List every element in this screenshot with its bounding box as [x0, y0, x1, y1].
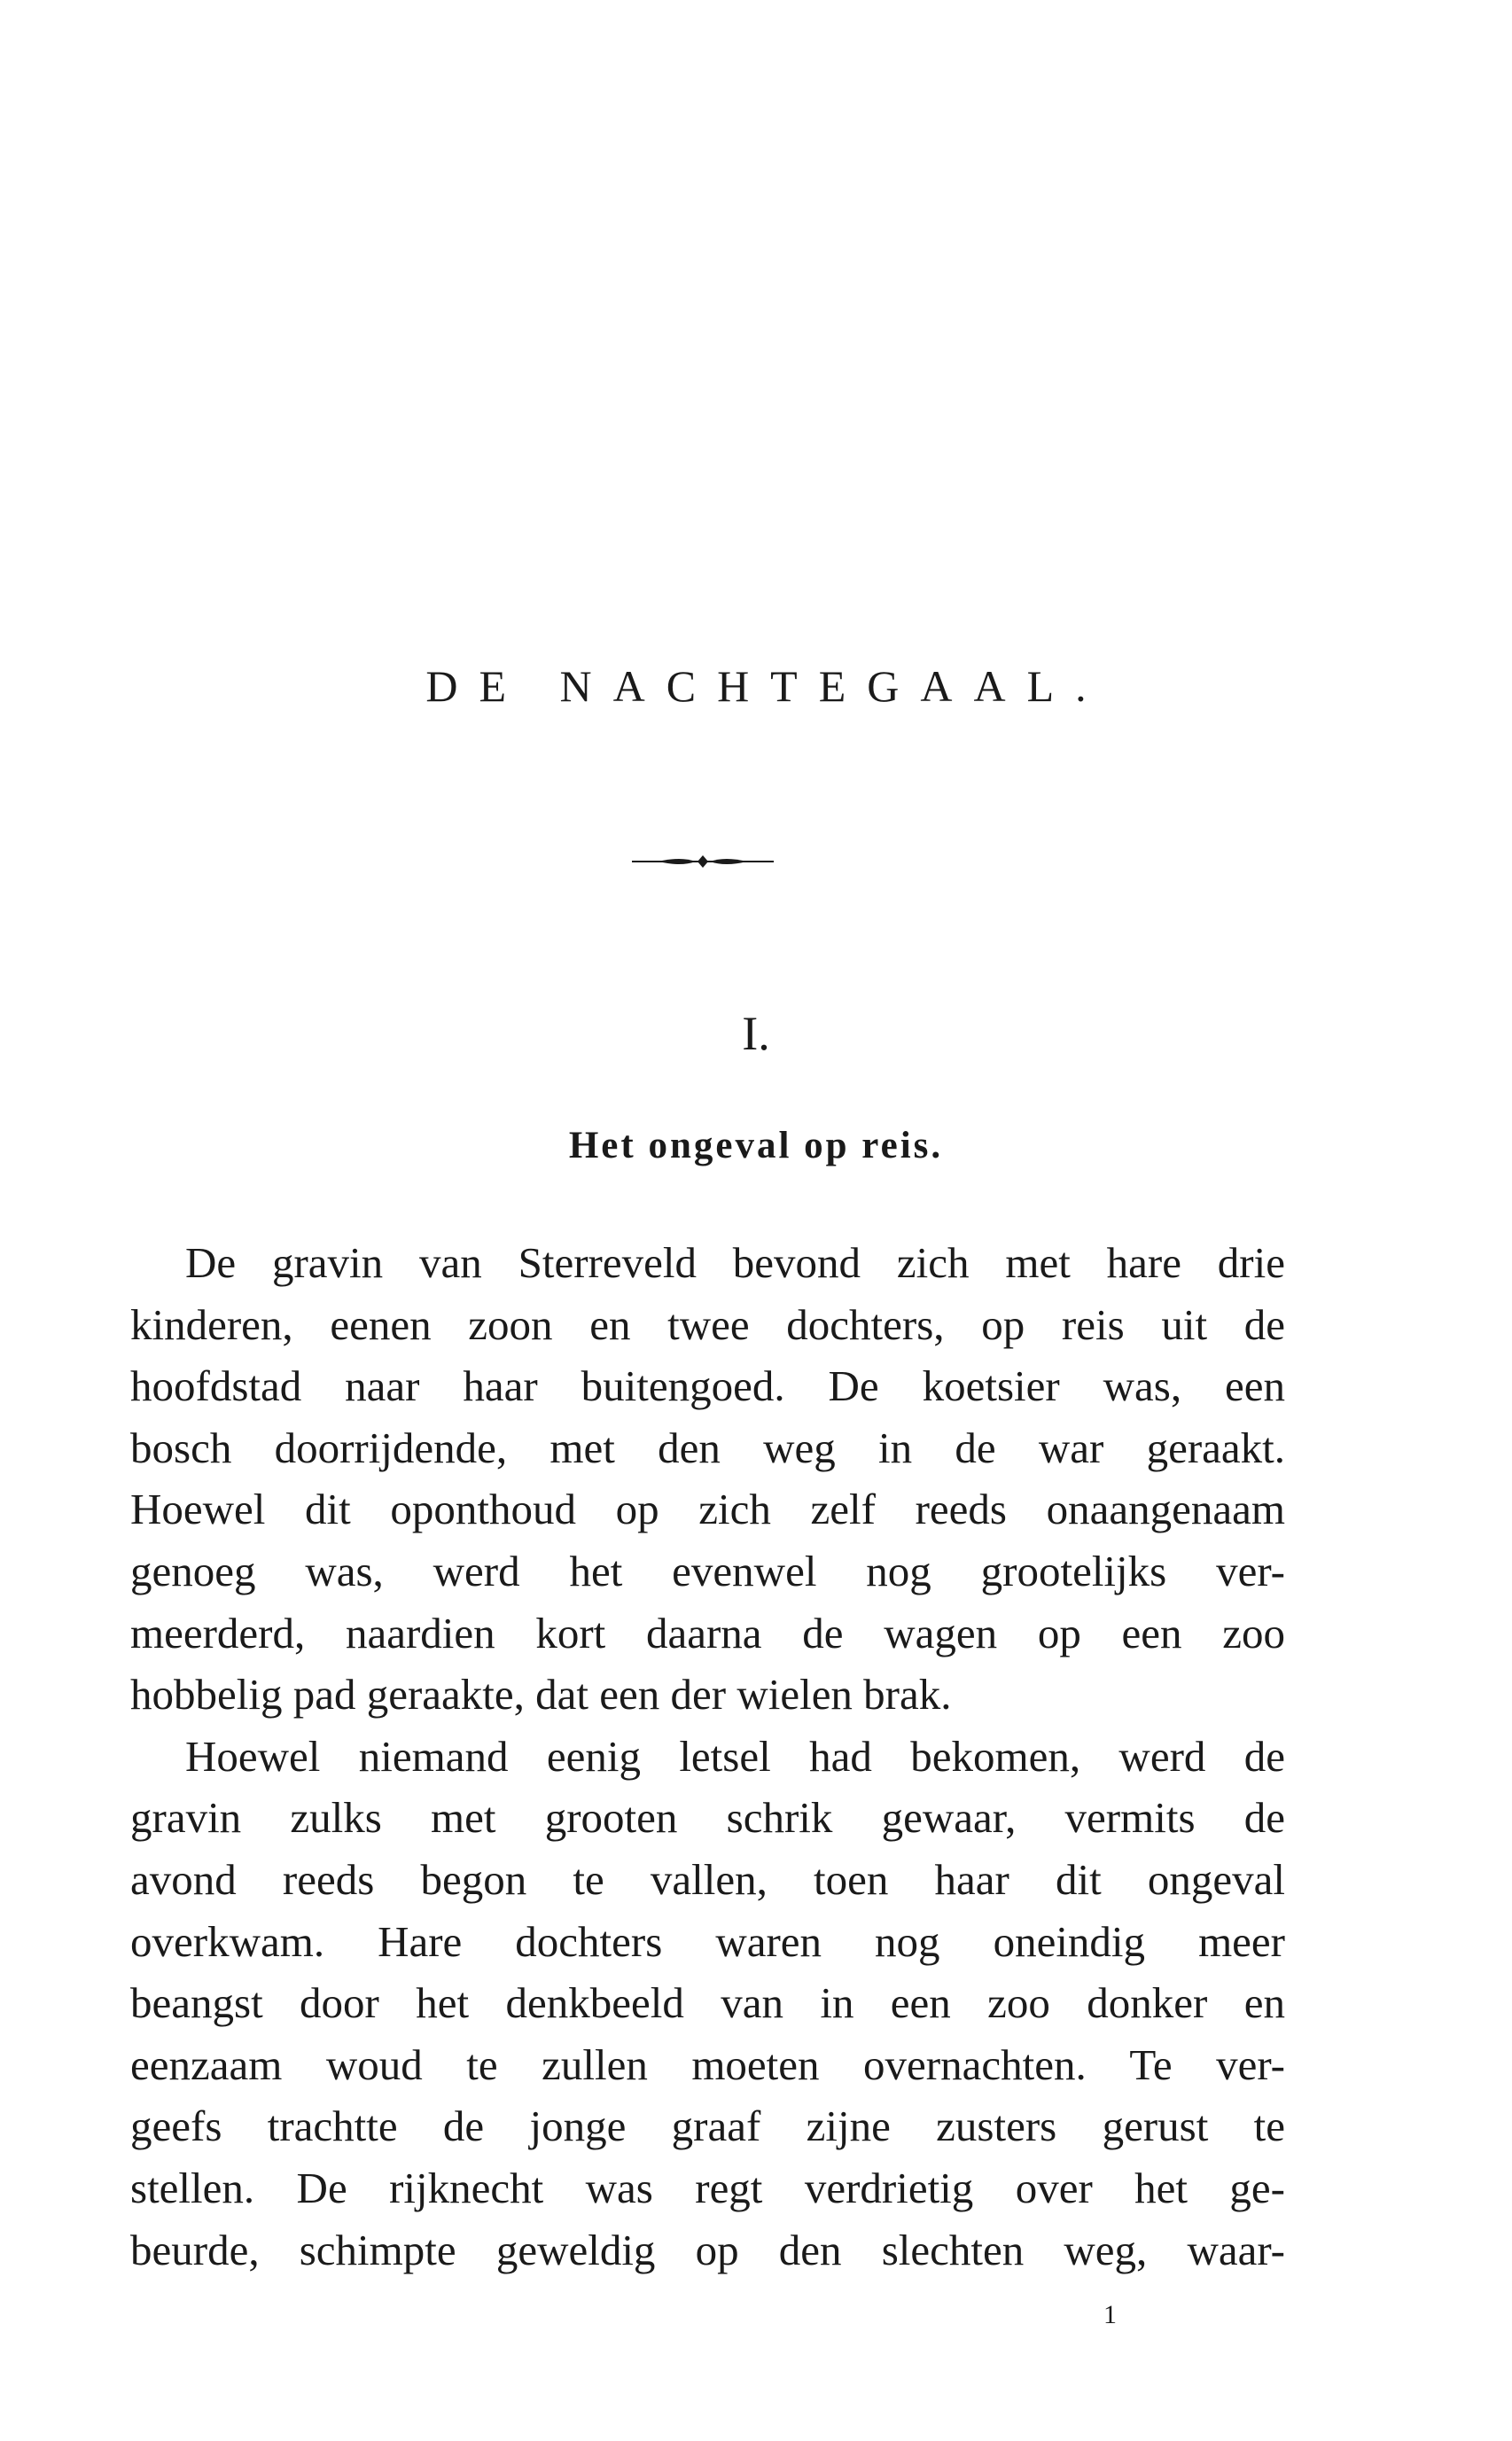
text-line: Hoewel niemand eenig letsel had bekomen, werd de: [185, 1731, 1285, 1781]
ornamental-divider-icon: [632, 851, 774, 872]
text-line: hobbelig pad geraakte, dat een der wielen brak.: [130, 1670, 952, 1720]
text-line: Hoewel dit oponthoud op zich zelf reeds onaangenaam: [130, 1485, 1285, 1534]
text-line: eenzaam woud te zullen moeten overnachten. Te ver-: [130, 2039, 1285, 2089]
text-line: hoofdstad naar haar buitengoed. De koetsier was, een: [130, 1361, 1285, 1411]
page-title: DE NACHTEGAAL.: [425, 661, 1108, 711]
body-text: [130, 1232, 1285, 2281]
text-line: geefs trachtte de jonge graaf zijne zusters gerust te: [130, 2102, 1285, 2151]
text-line: gravin zulks met grooten schrik gewaar, vermits de: [130, 1793, 1285, 1843]
text-line: overkwam. Hare dochters waren nog oneindig meer: [130, 1916, 1285, 1966]
text-line: beurde, schimpte geweldig op den slechten weg, waar-: [130, 2225, 1285, 2274]
text-line: bosch doorrijdende, met den weg in de war geraakt.: [130, 1423, 1285, 1472]
chapter-title: Het ongeval op reis.: [568, 1125, 944, 1166]
chapter-number: I.: [742, 1007, 770, 1060]
text-line: genoeg was, werd het evenwel nog grootelijks ver-: [130, 1546, 1285, 1595]
text-line: avond reeds begon te vallen, toen haar dit ongeval: [130, 1854, 1285, 1904]
text-line: meerderd, naardien kort daarna de wagen op een zoo: [130, 1608, 1285, 1657]
page-number: 1: [1103, 2300, 1117, 2329]
text-line: stellen. De rijknecht was regt verdrietig over het ge-: [130, 2163, 1285, 2212]
text-line: kinderen, eenen zoon en twee dochters, op reis uit de: [130, 1299, 1285, 1349]
text-line: beangst door het denkbeeld van in een zoo donker en: [130, 1978, 1285, 2028]
text-line: De gravin van Sterreveld bevond zich met hare drie: [185, 1238, 1285, 1287]
